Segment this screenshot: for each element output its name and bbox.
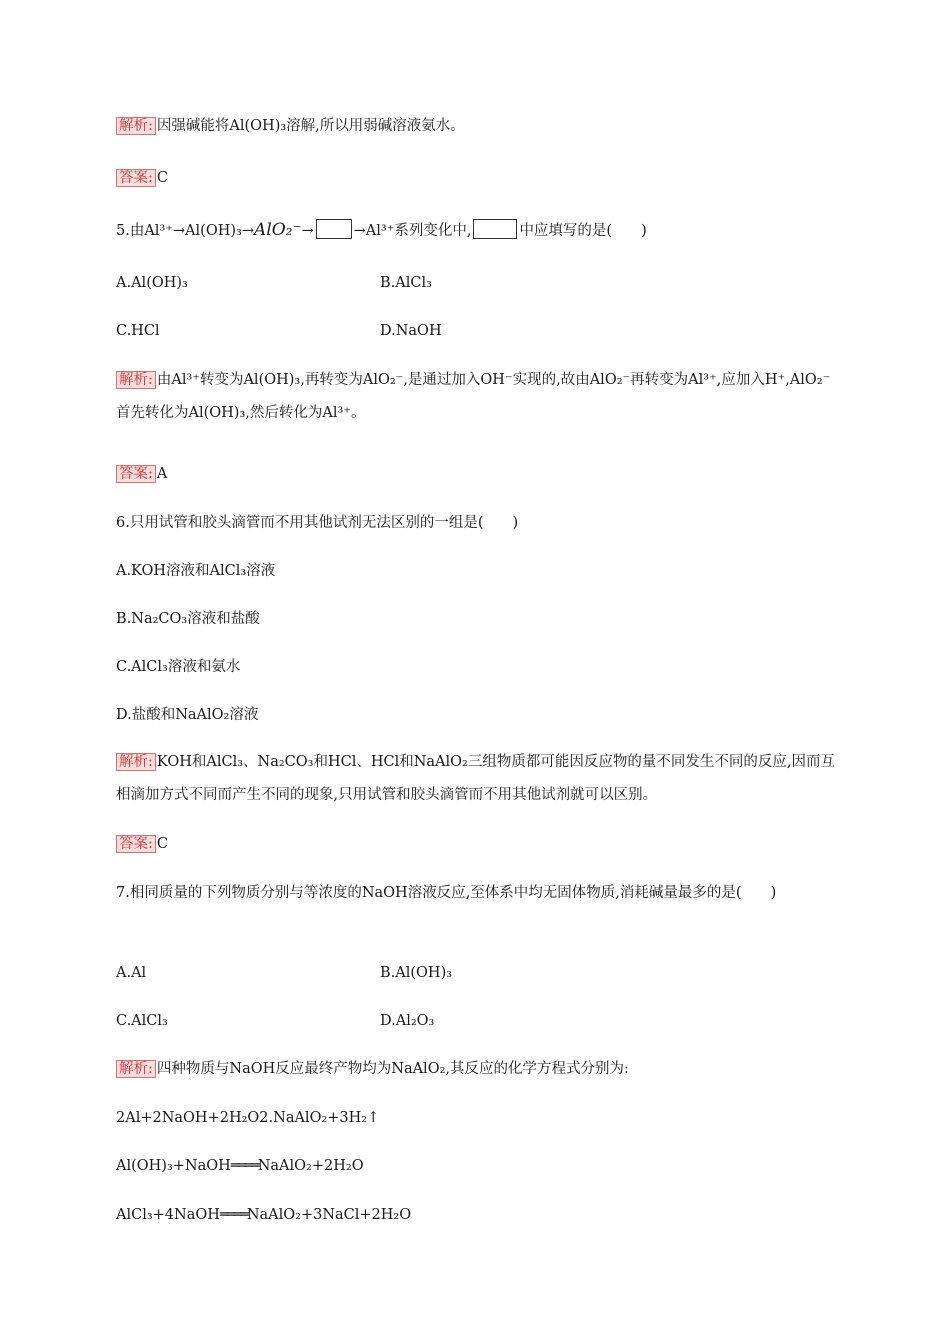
q5-options-row-1 xyxy=(116,271,838,295)
q5-options-row-2 xyxy=(116,319,838,343)
q5-analysis xyxy=(116,364,838,430)
q4-analysis-text: 因强碱能将Al(OH)₃溶解,所以用弱碱溶液氨水。 xyxy=(156,118,465,134)
q5-blank-box-2 xyxy=(473,219,517,239)
q7-option-c: C.AlCl₃ xyxy=(116,1013,168,1029)
equation-3-left: AlCl₃+4NaOH xyxy=(116,1207,220,1223)
q4-answer-value: C xyxy=(156,170,168,186)
q7-option-d: D.Al₂O₃ xyxy=(380,1013,435,1029)
q5-alo2: AlO₂⁻ xyxy=(253,220,302,240)
q6-analysis-text: KOH和AlCl₃、Na₂CO₃和HCl、HCl和NaAlO₂三组物质都可能因反应物的量不同发生不同的反应,因而互相滴加方式不同而产生不同的现象,只用试管和胶头滴管而不用其他试剂就可以区别。 xyxy=(116,754,835,803)
q7-option-b: B.Al(OH)₃ xyxy=(380,965,453,981)
analysis-tag: 解析: xyxy=(116,1060,156,1078)
q5-option-b: B.AlCl₃ xyxy=(380,275,432,291)
equation-2 xyxy=(116,1154,838,1178)
equation-3 xyxy=(116,1203,838,1227)
q5-stem xyxy=(116,218,838,243)
q5-option-a: A.Al(OH)₃ xyxy=(116,275,188,291)
q6-option-b: B.Na₂CO₃溶液和盐酸 xyxy=(116,611,260,627)
analysis-tag: 解析: xyxy=(116,117,156,135)
q6-answer xyxy=(116,832,838,856)
answer-tag: 答案: xyxy=(116,835,156,853)
q6-option-a: A.KOH溶液和AlCl₃溶液 xyxy=(116,563,276,579)
q7-options-row-2 xyxy=(116,1009,838,1033)
equation-3-right: NaAlO₂+3NaCl+2H₂O xyxy=(246,1207,412,1223)
answer-tag: 答案: xyxy=(116,465,156,483)
equation-2-sign: ════ xyxy=(230,1158,258,1174)
q5-blank-box xyxy=(316,219,352,239)
q4-answer xyxy=(116,166,838,190)
q6-answer-value: C xyxy=(156,836,168,852)
q5-answer-value: A xyxy=(156,466,168,482)
q6-analysis xyxy=(116,746,838,812)
analysis-tag: 解析: xyxy=(116,753,156,771)
q5-option-d: D.NaOH xyxy=(380,323,442,339)
q7-option-a: A.Al xyxy=(116,965,147,981)
analysis-tag: 解析: xyxy=(116,371,156,389)
q7-analysis-text: 四种物质与NaOH反应最终产物均为NaAlO₂,其反应的化学方程式分别为: xyxy=(156,1061,629,1077)
q7-analysis xyxy=(116,1057,838,1081)
equation-2-right: NaAlO₂+2H₂O xyxy=(257,1158,364,1174)
q5-analysis-text: 由Al³⁺转变为Al(OH)₃,再转变为AlO₂⁻,是通过加入OH⁻实现的,故由AlO₂⁻再转变为Al³⁺,应加入H⁺,AlO₂⁻首先转化为Al(OH)₃,然后转化为Al³⁺。 xyxy=(116,372,831,421)
equation-2-left: Al(OH)₃+NaOH xyxy=(116,1158,231,1174)
answer-tag: 答案: xyxy=(116,169,156,187)
q5-stem-part-b: →Al³⁺系列变化中, xyxy=(353,223,472,239)
q4-analysis xyxy=(116,114,838,138)
q7-stem: 7.相同质量的下列物质分别与等浓度的NaOH溶液反应,至体系中均无固体物质,消耗碱量最多的是( ) xyxy=(116,885,777,901)
q5-stem-part-a: 5.由Al³⁺→Al(OH)₃→ xyxy=(116,223,254,239)
equation-1: 2Al+2NaOH+2H₂O2.NaAlO₂+3H₂↑ xyxy=(116,1110,380,1126)
q5-stem-arrow: → xyxy=(301,223,314,239)
q5-option-c: C.HCl xyxy=(116,323,160,339)
q6-stem: 6.只用试管和胶头滴管而不用其他试剂无法区别的一组是( ) xyxy=(116,515,519,531)
q6-option-c: C.AlCl₃溶液和氨水 xyxy=(116,659,241,675)
q5-stem-part-c: 中应填写的是( ) xyxy=(519,223,647,239)
q6-option-d: D.盐酸和NaAlO₂溶液 xyxy=(116,707,259,723)
q5-answer xyxy=(116,462,838,486)
q7-options-row-1 xyxy=(116,961,838,985)
equation-3-sign: ════ xyxy=(219,1207,247,1223)
